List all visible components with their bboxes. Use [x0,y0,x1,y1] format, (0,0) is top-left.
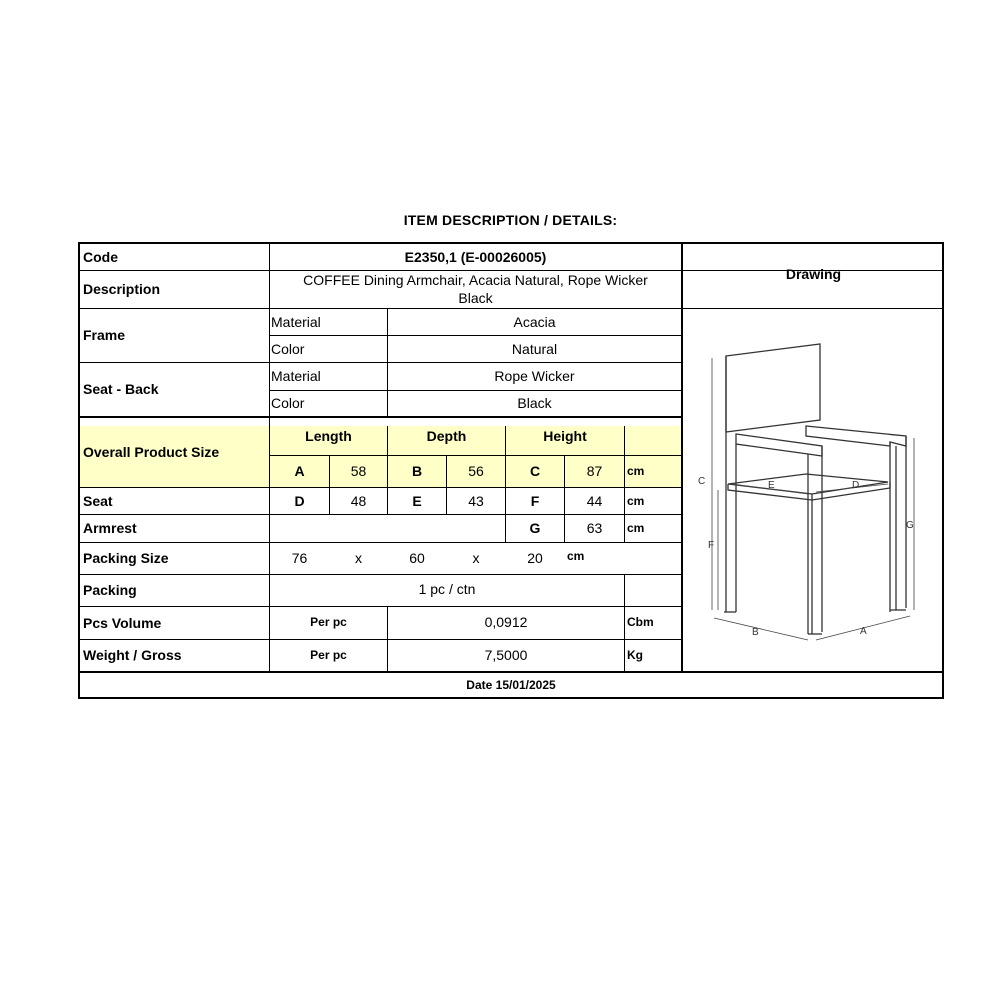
overall-unit: cm [627,464,645,478]
seat-back-material-value: Rope Wicker [494,368,575,384]
frame-material-label: Material [271,313,321,330]
seat-label: Seat [83,492,113,509]
weight-label: Weight / Gross [83,647,182,663]
pcs-volume-unit: Cbm [627,614,654,629]
height-header: Height [543,428,587,444]
packing-size-width: 60 [409,550,425,566]
dim-a-value: 58 [350,463,367,479]
drawing-letter-a: A [860,626,867,637]
dim-b-letter: B [411,463,423,479]
armrest-unit: cm [627,521,645,535]
chair-armrest-right [806,426,906,446]
weight-per: Per pc [310,648,347,662]
description-line-1: COFFEE Dining Armchair, Acacia Natural, Rope Wicker [303,272,648,288]
length-header: Length [305,428,352,444]
packing-size-length: 76 [291,550,308,566]
description-line-2: Black [458,290,493,306]
drawing-letter-f: F [708,540,715,551]
packing-size-label: Packing Size [83,550,169,566]
dim-d-letter: D [294,492,305,509]
depth-header: Depth [426,428,467,444]
dim-b-value: 56 [468,463,484,479]
dim-f-letter: F [530,492,540,509]
description-value [270,271,681,308]
code-label: Code [83,248,118,265]
frame-material-value: Acacia [513,313,556,330]
dim-d-value: 48 [350,492,367,509]
overall-size-label: Overall Product Size [83,444,220,460]
drawing-letter-c: C [698,476,706,487]
dim-g-letter: G [529,520,541,536]
seat-back-color-value: Black [517,395,552,411]
packing-value: 1 pc / ctn [418,580,476,597]
packing-size-height: 20 [527,550,543,566]
description-label: Description [83,281,161,297]
drawing-letter-g: G [906,520,914,531]
dim-c-value: 87 [586,463,603,479]
seat-back-material-label: Material [271,368,321,384]
drawing-label: Drawing [785,266,842,282]
dim-a-letter: A [294,463,305,479]
drawing-letter-b: B [752,627,759,638]
dim-g-value: 63 [586,520,603,536]
seat-back-label: Seat - Back [83,381,159,397]
code-value: E2350,1 (E-00026005) [404,248,547,265]
frame-color-label: Color [271,340,305,357]
seat-back-color-label: Color [271,395,305,411]
armrest-label: Armrest [83,520,137,536]
pcs-volume-per: Per pc [310,614,347,629]
packing-size-x1: x [355,550,362,566]
date-footer: Date 15/01/2025 [466,678,556,692]
dim-f-value: 44 [586,492,603,509]
chair-backrest [726,344,820,432]
packing-size-unit: cm [567,548,585,563]
drawing-letter-e: E [768,480,775,491]
dim-line-b [714,618,808,640]
dim-e-letter: E [412,492,422,509]
frame-label: Frame [83,327,126,343]
seat-unit: cm [627,493,645,508]
chair-armrest-left [736,434,822,456]
dim-e-value: 43 [468,492,484,509]
packing-label: Packing [83,582,137,598]
dim-c-letter: C [529,463,541,479]
pcs-volume-value: 0,0912 [484,613,528,630]
chair-drawing [692,334,926,650]
weight-unit: Kg [627,648,643,662]
frame-color-value: Natural [511,340,558,357]
page-title: ITEM DESCRIPTION / DETAILS: [403,212,618,228]
pcs-volume-label: Pcs Volume [83,614,162,631]
drawing-letter-d: D [852,480,860,491]
packing-size-x2: x [472,550,480,566]
weight-value: 7,5000 [484,647,528,663]
